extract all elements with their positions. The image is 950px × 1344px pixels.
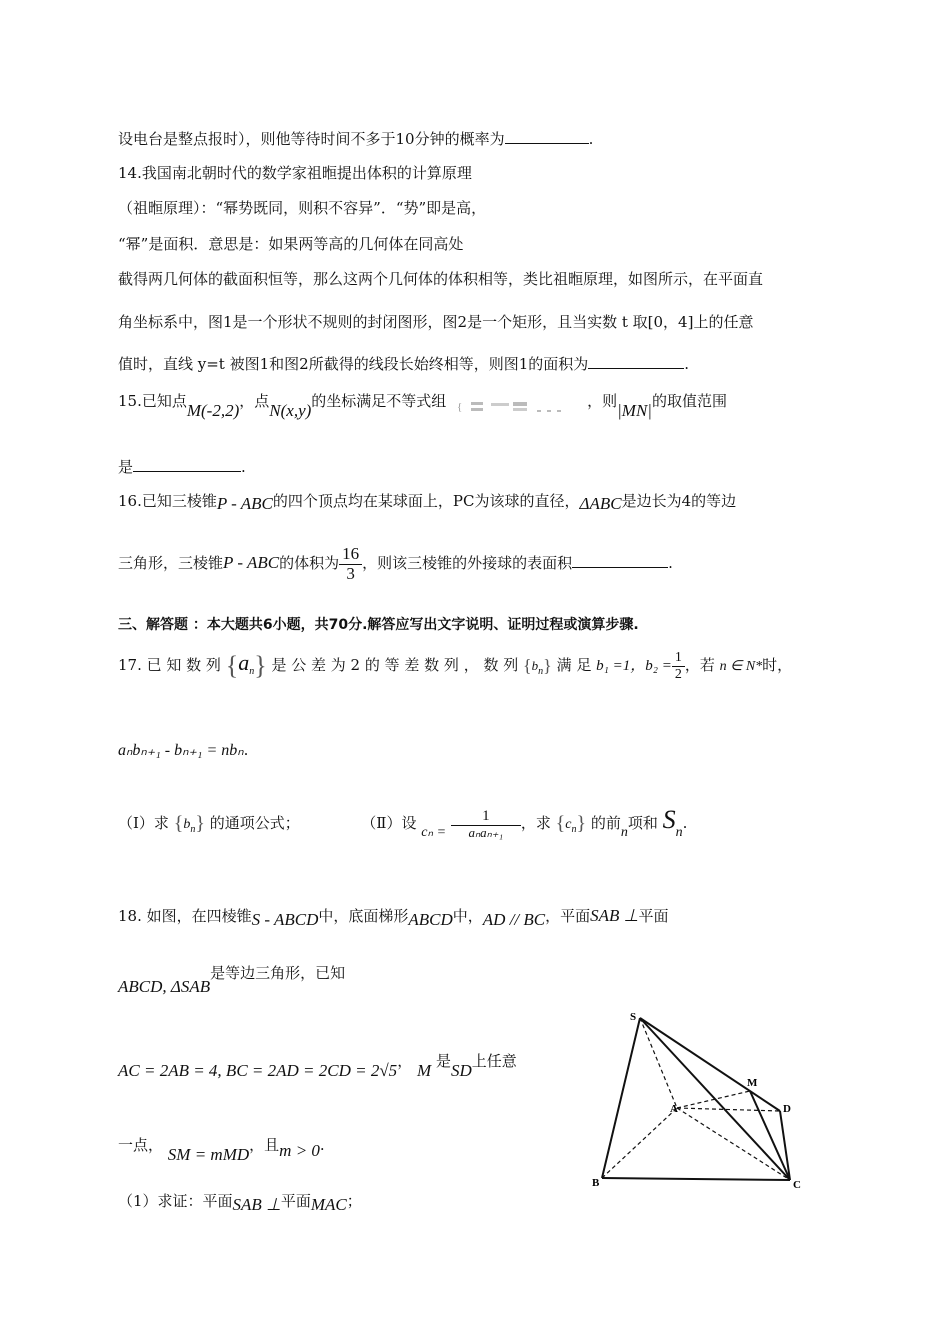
- q18-text-d: ，平面: [545, 907, 591, 925]
- q18-part-1-plane: 平面: [280, 1192, 311, 1210]
- subscript-n: n: [190, 824, 196, 835]
- q16-text-c: 是边长为4的等边: [621, 492, 737, 510]
- q17-text-e: 时，: [762, 656, 793, 674]
- q13-tail: 设电台是整点报时），则他等待时间不多于10分钟的概率为 .: [118, 130, 594, 148]
- section-3-text: 三、解答题 ：本大题共6小题，共70分.解答应写出文字说明、证明过程或演算步骤.: [118, 617, 639, 633]
- q17-part-1-text: （Ⅰ）求: [118, 814, 169, 832]
- q14-text-3: “幂”是面积．意思是：如果两等高的几何体在同高处: [118, 235, 464, 253]
- point-M: M: [416, 1061, 432, 1080]
- pyramid-S-ABCD: S - ABCD: [251, 910, 319, 929]
- q14-text-5: 角坐标系中，图1是一个形状不规则的封闭图形，图2是一个矩形，且当实数 t 取[0，4]上的任意: [118, 313, 754, 331]
- q16-text-e: 的体积为: [279, 554, 340, 573]
- triangle-ABC: ΔABC: [579, 494, 622, 513]
- fraction-denominator: aₙaₙ₊₁: [468, 824, 504, 840]
- q14-line-1: [118, 162, 472, 183]
- subscript-n: n: [249, 666, 255, 677]
- q15-text-e: 的取值范围: [651, 392, 727, 410]
- length-conditions: AC = 2AB = 4, BC = 2AD = 2CD = 2√5: [118, 1061, 398, 1080]
- q16-text-f: ，则该三棱锥的外接球的表面积: [362, 554, 573, 573]
- segment-SD: SD: [450, 1061, 472, 1080]
- answer-blank: [505, 129, 589, 144]
- q15-text-b: ，点: [239, 392, 270, 410]
- brace-close: }: [254, 651, 267, 680]
- recurrence-relation: aₙbₙ₊₁ - bₙ₊₁ = nbₙ: [118, 742, 244, 759]
- q14-line-2: [118, 197, 486, 218]
- pyramid-P-ABC-2: P - ABC: [223, 553, 280, 573]
- answer-blank: [133, 457, 241, 472]
- q18-text-line2: 是等边三角形，已知: [210, 964, 346, 982]
- brace-close: }: [543, 655, 552, 676]
- n-in-N: n ∈ N*: [719, 659, 763, 674]
- sum-S: S: [662, 805, 676, 834]
- cn-fraction: [451, 808, 521, 840]
- brace-open: {: [225, 651, 239, 680]
- q15-line-1: [118, 390, 727, 420]
- brace-close: }: [195, 812, 205, 835]
- fraction-numerator: 16: [339, 545, 362, 565]
- subscript-n: n: [675, 825, 683, 840]
- q17-line-2: aₙbₙ₊₁ - bₙ₊₁ = nbₙ.: [118, 741, 249, 759]
- q17-part-2-d: 项和: [627, 814, 658, 832]
- q17-text-d: ，若: [684, 656, 715, 674]
- q18-part-1: [118, 1190, 362, 1214]
- q14-line-3: [118, 233, 463, 254]
- parallel-AD-BC: AD // BC: [482, 910, 546, 929]
- m-positive: m > 0: [279, 1141, 320, 1160]
- brace-open: {: [523, 655, 532, 676]
- q14-text-1: 14.我国南北朝时代的数学家祖暅提出体积的计算原理: [118, 164, 472, 182]
- fraction-numerator: 1: [672, 650, 685, 666]
- q18-text-b: 中，底面梯形: [318, 907, 409, 925]
- svg-text:{: {: [457, 401, 463, 413]
- edge-SC: [640, 1018, 790, 1180]
- label-C: C: [793, 1179, 801, 1191]
- sequence-b: b: [183, 817, 191, 832]
- point-N: N(x,y): [269, 401, 312, 420]
- q18-text-arbitrary: 上任意: [471, 1052, 517, 1070]
- q16-text-b: 的四个顶点均在某球面上，PC为该球的直径，: [272, 492, 580, 510]
- q18-text-a: 18. 如图，在四棱锥: [118, 907, 252, 925]
- section-3-heading: [118, 614, 639, 634]
- half-fraction: [672, 650, 685, 682]
- q17-part-2-c: 的前: [590, 814, 621, 832]
- edge-AD: [677, 1108, 780, 1111]
- label-M: M: [747, 1077, 758, 1089]
- q15-text-d: ，则: [587, 392, 618, 410]
- brace-open: {: [173, 812, 184, 835]
- pyramid-P-ABC: P - ABC: [216, 494, 273, 513]
- q18-line-2: [118, 962, 346, 996]
- q17-part-1-end: 的通项公式；: [209, 814, 300, 832]
- q18-text-one-point: 一点，: [118, 1136, 164, 1154]
- answer-blank: [572, 553, 668, 568]
- q17-part-2-text: （Ⅱ）设: [361, 814, 417, 832]
- subscript-n: n: [538, 666, 544, 677]
- plane-ABCD-triangle-SAB: ABCD, ΔSAB: [118, 977, 211, 996]
- q17-text-b: 是 公 差 为 2 的 等 差 数 列 ， 数 列: [271, 656, 519, 674]
- q15-text-a: 15.已知点: [118, 392, 187, 410]
- volume-fraction: [339, 545, 362, 583]
- subscript-n: n: [571, 824, 577, 835]
- q17-line-1: [118, 650, 792, 682]
- q14-line-4: [118, 268, 763, 289]
- initial-terms: b₁ =1，b₂ =: [596, 658, 672, 674]
- fraction-numerator: 1: [451, 808, 521, 826]
- edge-BC: [602, 1178, 790, 1180]
- fraction-denominator: 3: [346, 563, 355, 583]
- sequence-b: b: [531, 658, 539, 673]
- variable-n: n: [620, 825, 628, 840]
- q18-line-3: [118, 1050, 517, 1080]
- q17-text-a: 17. 已 知 数 列: [118, 656, 221, 674]
- q17-text-c: 满 足: [556, 656, 592, 674]
- q18-line-1: [118, 905, 669, 929]
- sequence-a: a: [238, 650, 250, 675]
- answer-blank: [588, 354, 684, 369]
- plane-MAC: MAC: [310, 1195, 347, 1214]
- q14-text-6: 值时，直线 y=t 被图1和图2所截得的线段长始终相等，则图1的面积为: [118, 355, 589, 373]
- distance-MN: |MN|: [617, 401, 652, 420]
- q14-line-6: 值时，直线 y=t 被图1和图2所截得的线段长始终相等，则图1的面积为 .: [118, 355, 690, 373]
- q13-text: 设电台是整点报时），则他等待时间不多于10分钟的概率为: [118, 130, 505, 148]
- q18-part-1-text: （1）求证：平面: [118, 1192, 233, 1210]
- q18-text-shi: 是: [435, 1052, 451, 1070]
- q16-line-1: [118, 490, 736, 511]
- plane-SAB-perp: SAB ⊥: [232, 1195, 281, 1214]
- pyramid-figure: [590, 1008, 815, 1193]
- c-n-definition: cₙ =: [421, 825, 447, 840]
- ratio-SM-MD: SM = mMD: [167, 1145, 250, 1164]
- label-D: D: [783, 1103, 791, 1115]
- q16-text-a: 16.已知三棱锥: [118, 492, 217, 510]
- trapezoid-ABCD: ABCD: [408, 910, 453, 929]
- inequality-system-image: [451, 392, 587, 412]
- edge-SA: [640, 1018, 677, 1108]
- edge-SD: [640, 1018, 780, 1111]
- label-A: A: [670, 1103, 678, 1115]
- point-M: M(-2,2): [186, 401, 240, 420]
- q18-line-4: 一点， SM = mMD，且m > 0.: [118, 1136, 325, 1164]
- edge-BA: [602, 1108, 677, 1178]
- q15-text-f: 是: [118, 458, 134, 476]
- label-B: B: [592, 1177, 600, 1189]
- q16-line-2: 三角形，三棱锥P - ABC的体积为 $\frac{16}{3}$ ，则该三棱锥的外接球的表面积 .: [118, 544, 673, 583]
- q17-line-3: （Ⅰ）求 $\{b_n\}$ 的通项公式； （Ⅱ）设 cₙ = $\frac{1}{\text{aₙaₙ₊₁}}$ ，求 $\{c_n\}$ 的前n项和 Sn.: [118, 805, 688, 840]
- fraction-denominator: 2: [674, 666, 682, 682]
- q18-part-1-end: ；: [346, 1192, 362, 1210]
- q18-text-and: ，且: [249, 1136, 280, 1154]
- brace-open: {: [555, 812, 566, 835]
- plane-SAB-perp: SAB ⊥: [590, 906, 639, 925]
- q15-line-2: 是 .: [118, 458, 246, 476]
- q18-text-e: 平面: [638, 907, 669, 925]
- label-S: S: [630, 1011, 637, 1023]
- q18-text-c: 中，: [452, 907, 483, 925]
- brace-close: }: [576, 812, 587, 835]
- q14-text-4: 截得两几何体的截面积恒等，那么这两个几何体的体积相等，类比祖暅原理，如图所示，在平面直: [118, 270, 764, 288]
- q16-text-d: 三角形，三棱锥: [118, 554, 224, 573]
- q18-comma: ，: [397, 1052, 413, 1070]
- q14-text-2: （祖暅原理）：“幂势既同，则积不容异”．“势”即是高，: [118, 199, 487, 217]
- q17-part-2-b: ，求: [520, 814, 551, 832]
- sequence-c: c: [565, 817, 572, 832]
- q14-line-5: [118, 311, 753, 332]
- segment-AM: [677, 1091, 750, 1108]
- q15-text-c: 的坐标满足不等式组: [311, 392, 447, 410]
- edge-SB: [602, 1018, 640, 1178]
